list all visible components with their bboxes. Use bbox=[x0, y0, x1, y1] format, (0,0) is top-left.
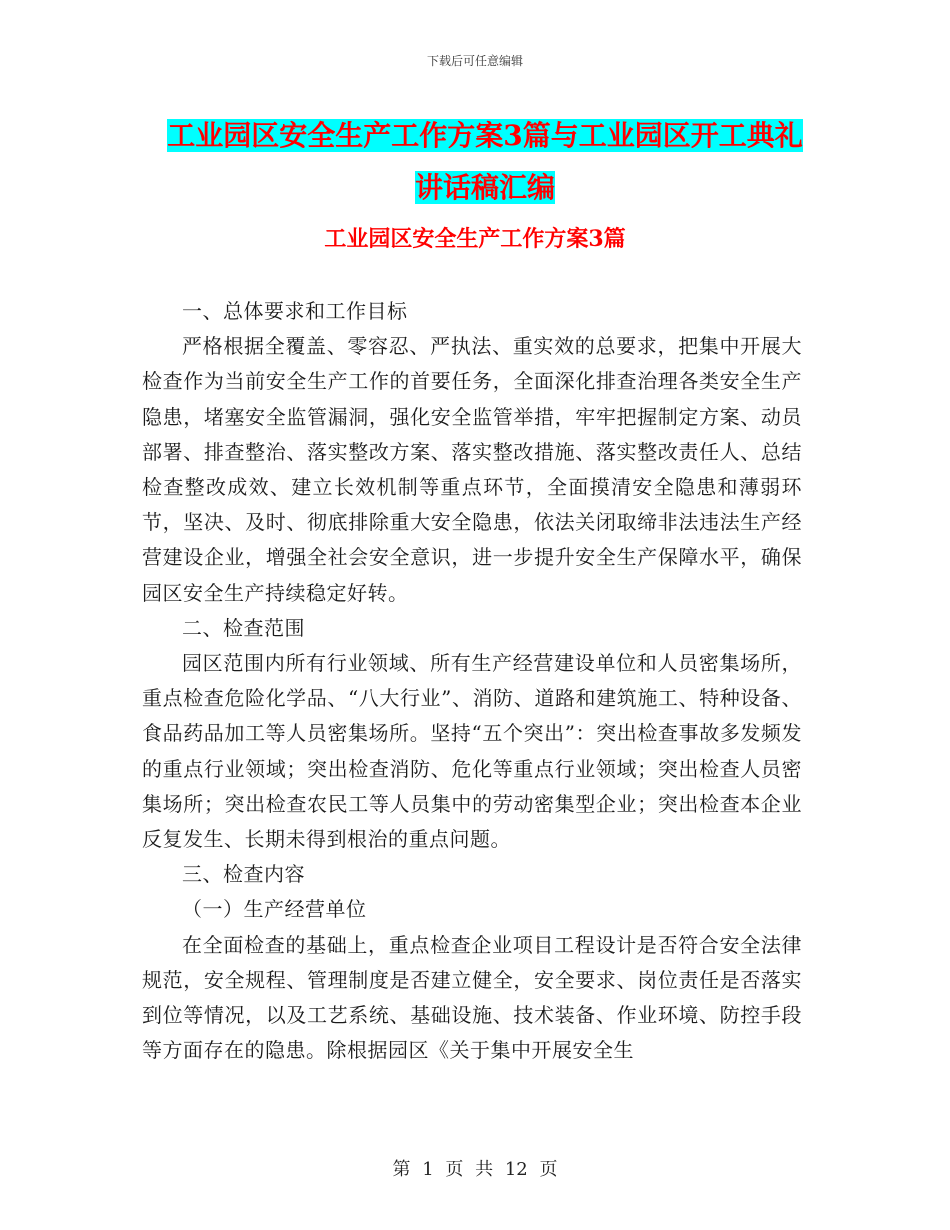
heading-general-requirements: 一、总体要求和工作目标 bbox=[182, 299, 408, 323]
heading-inspection-scope: 二、检查范围 bbox=[182, 615, 305, 640]
header-note: 下载后可任意编辑 bbox=[426, 54, 523, 68]
paragraph-inspection-scope: 园区范围内所有行业领域、所有生产经营建设单位和人员密集场所，重点检查危险化学品、“八大行业”、消防、道路和建筑施工、特种设备、食品药品加工等人员密集场所。坚持“五个突出”：突出检查事故多发频发的重点行业领域；突出检查消防、危化等重点行业领域；突出检查人员密集场所；突出检查农民工等人员集中的劳动密集型企业；突出检查本企业反复发生、长期未得到根治的重点问题。 bbox=[142, 651, 802, 852]
document-title bbox=[140, 110, 830, 214]
heading-inspection-content: 三、检查内容 bbox=[182, 862, 305, 887]
document-title-line-1: 工业园区安全生产工作方案3篇与工业园区开工典礼 bbox=[167, 119, 803, 152]
paragraph-general-requirements: 严格根据全覆盖、零容忍、严执法、重实效的总要求，把集中开展大检查作为当前安全生产工作的首要任务，全面深化排查治理各类安全生产隐患，堵塞安全监管漏洞，强化安全监管举措，牢牢把握制定方案、动员部署、排查整治、落实整改方案、落实整改措施、落实整改责任人、总结检查整改成效、建立长效机制等重点环节，全面摸清安全隐患和薄弱环节，坚决、及时、彻底排除重大安全隐患，依法关闭取缔非法违法生产经营建设企业，增强全社会安全意识，进一步提升安全生产保障水平，确保园区安全生产持续稳定好转。 bbox=[142, 334, 802, 605]
document-body bbox=[142, 294, 802, 1068]
document-title-line-2: 讲话稿汇编 bbox=[414, 171, 555, 204]
paragraph-production-units: 在全面检查的基础上，重点检查企业项目工程设计是否符合安全法律规范，安全规程、管理制度是否建立健全，安全要求、岗位责任是否落实到位等情况，以及工艺系统、基础设施、技术装备、作业环境、防控手段等方面存在的隐患。除根据园区《关于集中开展安全生 bbox=[142, 932, 802, 1063]
section-title: 工业园区安全生产工作方案3篇 bbox=[324, 226, 626, 252]
subheading-production-units: （一）生产经营单位 bbox=[182, 897, 367, 922]
page-footer: 第 1 页 共 12 页 bbox=[392, 1159, 558, 1180]
